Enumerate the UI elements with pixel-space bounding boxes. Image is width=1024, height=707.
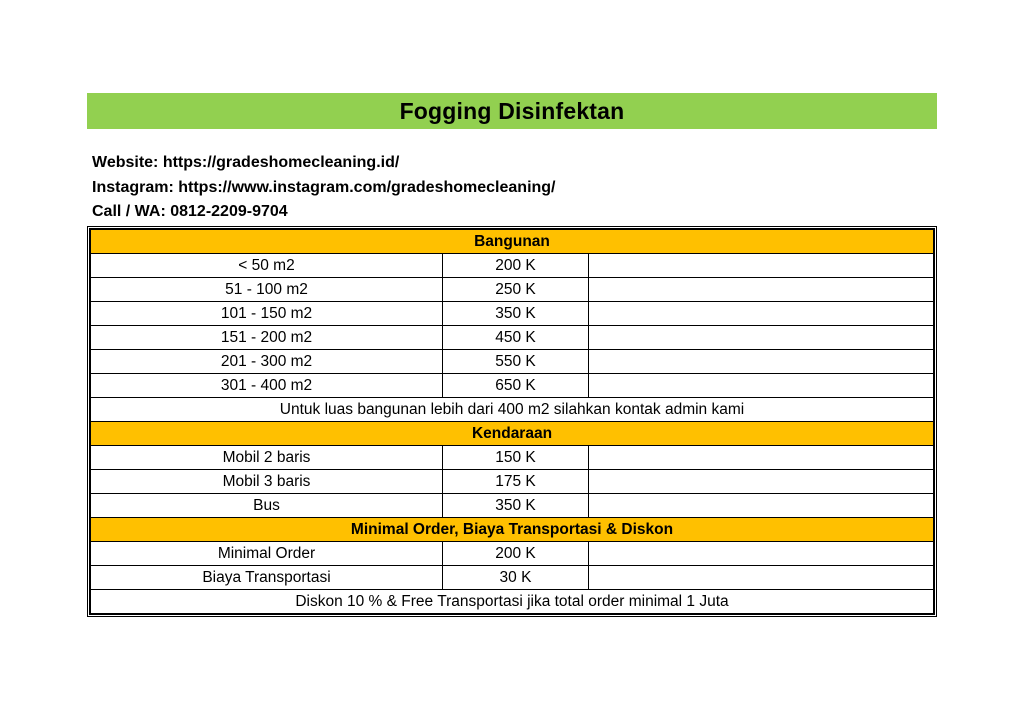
table-row	[91, 278, 934, 302]
row-empty	[589, 446, 934, 470]
row-empty	[589, 542, 934, 566]
row-label: 101 - 150 m2	[91, 302, 443, 326]
row-price: 350 K	[443, 302, 589, 326]
row-label: 151 - 200 m2	[91, 326, 443, 350]
table-row	[91, 542, 934, 566]
row-price: 150 K	[443, 446, 589, 470]
row-label: 301 - 400 m2	[91, 374, 443, 398]
price-table	[87, 226, 937, 617]
table-row	[91, 350, 934, 374]
table-row	[91, 374, 934, 398]
row-label: Biaya Transportasi	[91, 566, 443, 590]
note-bangunan: Untuk luas bangunan lebih dari 400 m2 silahkan kontak admin kami	[91, 398, 934, 422]
row-label: Minimal Order	[91, 542, 443, 566]
instagram-line: Instagram: https://www.instagram.com/gradeshomecleaning/	[92, 178, 556, 196]
row-label: < 50 m2	[91, 254, 443, 278]
row-label: 201 - 300 m2	[91, 350, 443, 374]
row-price: 200 K	[443, 254, 589, 278]
row-label: 51 - 100 m2	[91, 278, 443, 302]
note-diskon: Diskon 10 % & Free Transportasi jika total order minimal 1 Juta	[91, 590, 934, 614]
row-price: 30 K	[443, 566, 589, 590]
row-empty	[589, 470, 934, 494]
row-empty	[589, 326, 934, 350]
row-price: 550 K	[443, 350, 589, 374]
table-row	[91, 326, 934, 350]
row-empty	[589, 254, 934, 278]
row-empty	[589, 302, 934, 326]
row-price: 250 K	[443, 278, 589, 302]
title-bar	[87, 93, 937, 129]
section-header-minimal: Minimal Order, Biaya Transportasi & Diskon	[91, 518, 934, 542]
row-empty	[589, 374, 934, 398]
note-row	[91, 398, 934, 422]
row-empty	[589, 350, 934, 374]
row-empty	[589, 278, 934, 302]
page-title: Fogging Disinfektan	[399, 97, 625, 124]
table-row	[91, 566, 934, 590]
row-price: 200 K	[443, 542, 589, 566]
row-price: 450 K	[443, 326, 589, 350]
row-price: 175 K	[443, 470, 589, 494]
table-row	[91, 470, 934, 494]
table-row	[91, 446, 934, 470]
call-line: Call / WA: 0812-2209-9704	[92, 203, 288, 220]
website-line: Website: https://gradeshomecleaning.id/	[92, 154, 400, 171]
section-header-bangunan: Bangunan	[91, 230, 934, 254]
row-label: Mobil 2 baris	[91, 446, 443, 470]
table-row	[91, 302, 934, 326]
section-header-row	[91, 230, 934, 254]
row-empty	[589, 566, 934, 590]
row-empty	[589, 494, 934, 518]
row-price: 650 K	[443, 374, 589, 398]
row-price: 350 K	[443, 494, 589, 518]
row-label: Bus	[91, 494, 443, 518]
contact-info	[92, 151, 556, 225]
section-header-row	[91, 422, 934, 446]
note-row	[91, 590, 934, 614]
section-header-kendaraan: Kendaraan	[91, 422, 934, 446]
table-row	[91, 494, 934, 518]
row-label: Mobil 3 baris	[91, 470, 443, 494]
table-row	[91, 254, 934, 278]
section-header-row	[91, 518, 934, 542]
